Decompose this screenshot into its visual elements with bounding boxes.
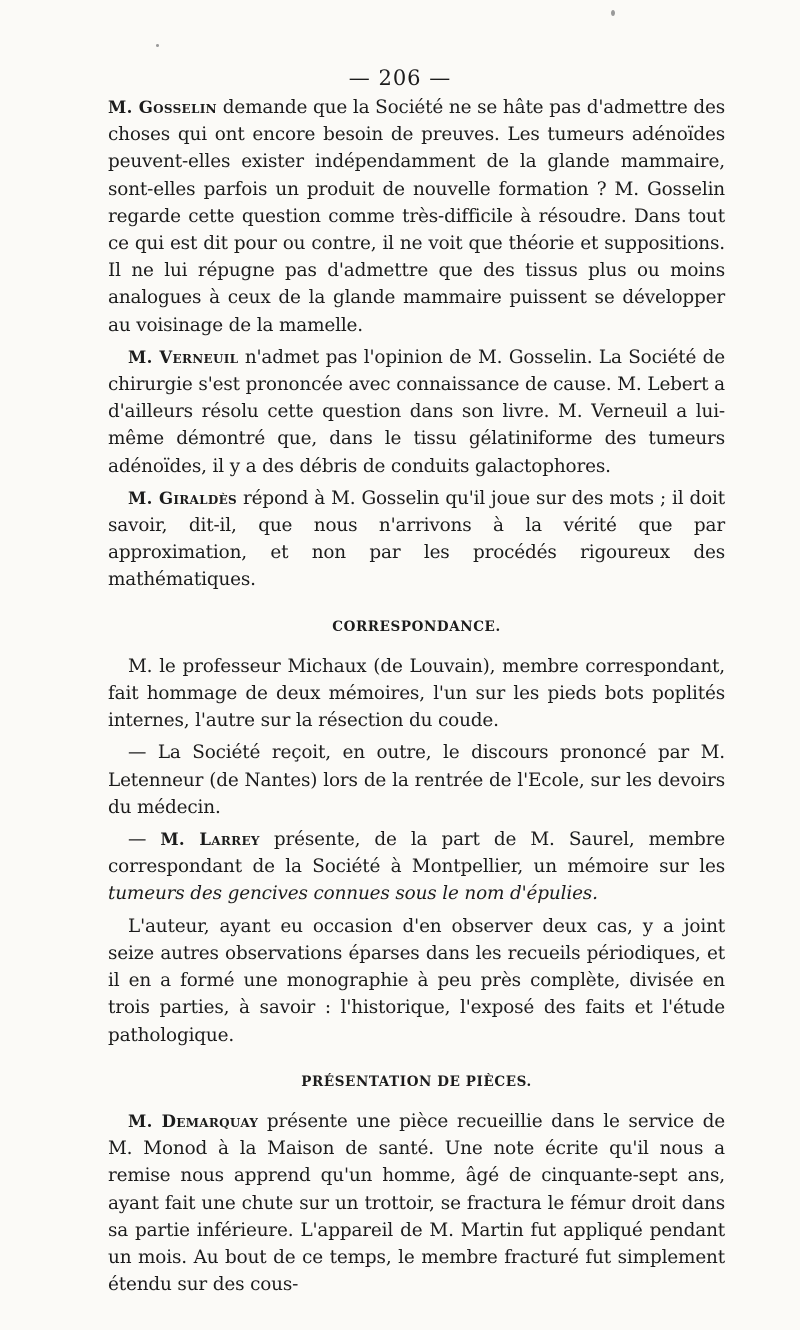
ink-speck	[156, 44, 159, 47]
speaker-name: M. Larrey	[160, 830, 260, 850]
paragraph-text: n'admet pas l'opinion de M. Gosselin. La Société de chirurgie s'est prononcée avec connaissance de cause. M. Lebert a d'ailleurs résolu cette question dans son livre. M. Verneuil a lui-même démontré que, dans le tissu gélatiniforme des tumeurs adénoïdes, il y a des débris de conduits galactophores.	[108, 346, 726, 477]
paragraph-larrey	[108, 826, 725, 908]
section-heading-presentation: PRÉSENTATION DE PIÈCES.	[301, 1073, 532, 1090]
ink-speck	[611, 10, 615, 16]
italic-title: tumeurs des gencives connues sous le nom d'épulies.	[108, 883, 598, 905]
paragraph-text: répond à M. Gosselin qu'il joue sur des mots ; il doit savoir, dit-il, que nous n'arrivons à la vérité que par approximation, et non par les procédés rigoureux des mathématiques.	[108, 487, 725, 591]
paragraph-text: présente une pièce recueillie dans le service de M. Monod à la Maison de santé. Une note écrite qu'il nous a remise nous apprend qu'un homme, âgé de cinquante-sept ans, ayant fait une chute sur un trottoir, se fractura le fémur droit dans sa partie inférieure. L'appareil de M. Martin fut appliqué pendant un mois. Au bout de ce temps, le membre fracturé fut simplement étendu sur des cous-	[108, 1110, 726, 1296]
speaker-name: M. Verneuil	[128, 347, 239, 367]
speaker-name: M. Giraldès	[128, 488, 238, 508]
paragraph-demarquay	[108, 1108, 725, 1298]
paragraph-text: demande que la Société ne se hâte pas d'admettre des choses qui ont encore besoin de preuves. Les tumeurs adénoïdes peuvent-elles exister indépendamment de la glande mammaire, sont-elles parfois un produit de nouvelle formation ? M. Gosselin regarde cette question comme très-difficile à résoudre. Dans tout ce qui est dit pour ou contre, il ne voit que théorie et suppositions. Il ne lui répugne pas d'admettre que des tissus plus ou moins analogues à ceux de la glande mammaire puissent se développer au voisinage de la mamelle.	[108, 97, 725, 336]
paragraph-verneuil	[108, 344, 725, 480]
page-number: — 206 —	[348, 66, 452, 90]
speaker-name: M. Demarquay	[128, 1111, 259, 1131]
page-body	[108, 94, 725, 1303]
section-heading-correspondance: CORRESPONDANCE.	[332, 618, 501, 635]
speaker-name: M. Gosselin	[108, 98, 217, 117]
paragraph-letenneur: — La Société reçoit, en outre, le discours prononcé par M. Letenneur (de Nantes) lors de la rentrée de l'Ecole, sur les devoirs du médecin.	[108, 742, 725, 818]
paragraph-gosselin	[108, 94, 725, 339]
paragraph-text: présente, de la part de M. Saurel, membre correspondant de la Société à Montpellier, un mémoire sur les	[108, 829, 725, 878]
paragraph-giraldes	[108, 485, 725, 594]
dash: —	[128, 829, 161, 851]
paragraph-auteur: L'auteur, ayant eu occasion d'en observer deux cas, y a joint seize autres observations éparses dans les recueils périodiques, et il en a formé une monographie à peu près complète, divisée en trois parties, à savoir : l'historique, l'exposé des faits et l'étude pathologique.	[108, 915, 725, 1046]
paragraph-michaux: M. le professeur Michaux (de Louvain), membre correspondant, fait hommage de deux mémoires, l'un sur les pieds bots poplités internes, l'autre sur la résection du coude.	[108, 655, 725, 732]
